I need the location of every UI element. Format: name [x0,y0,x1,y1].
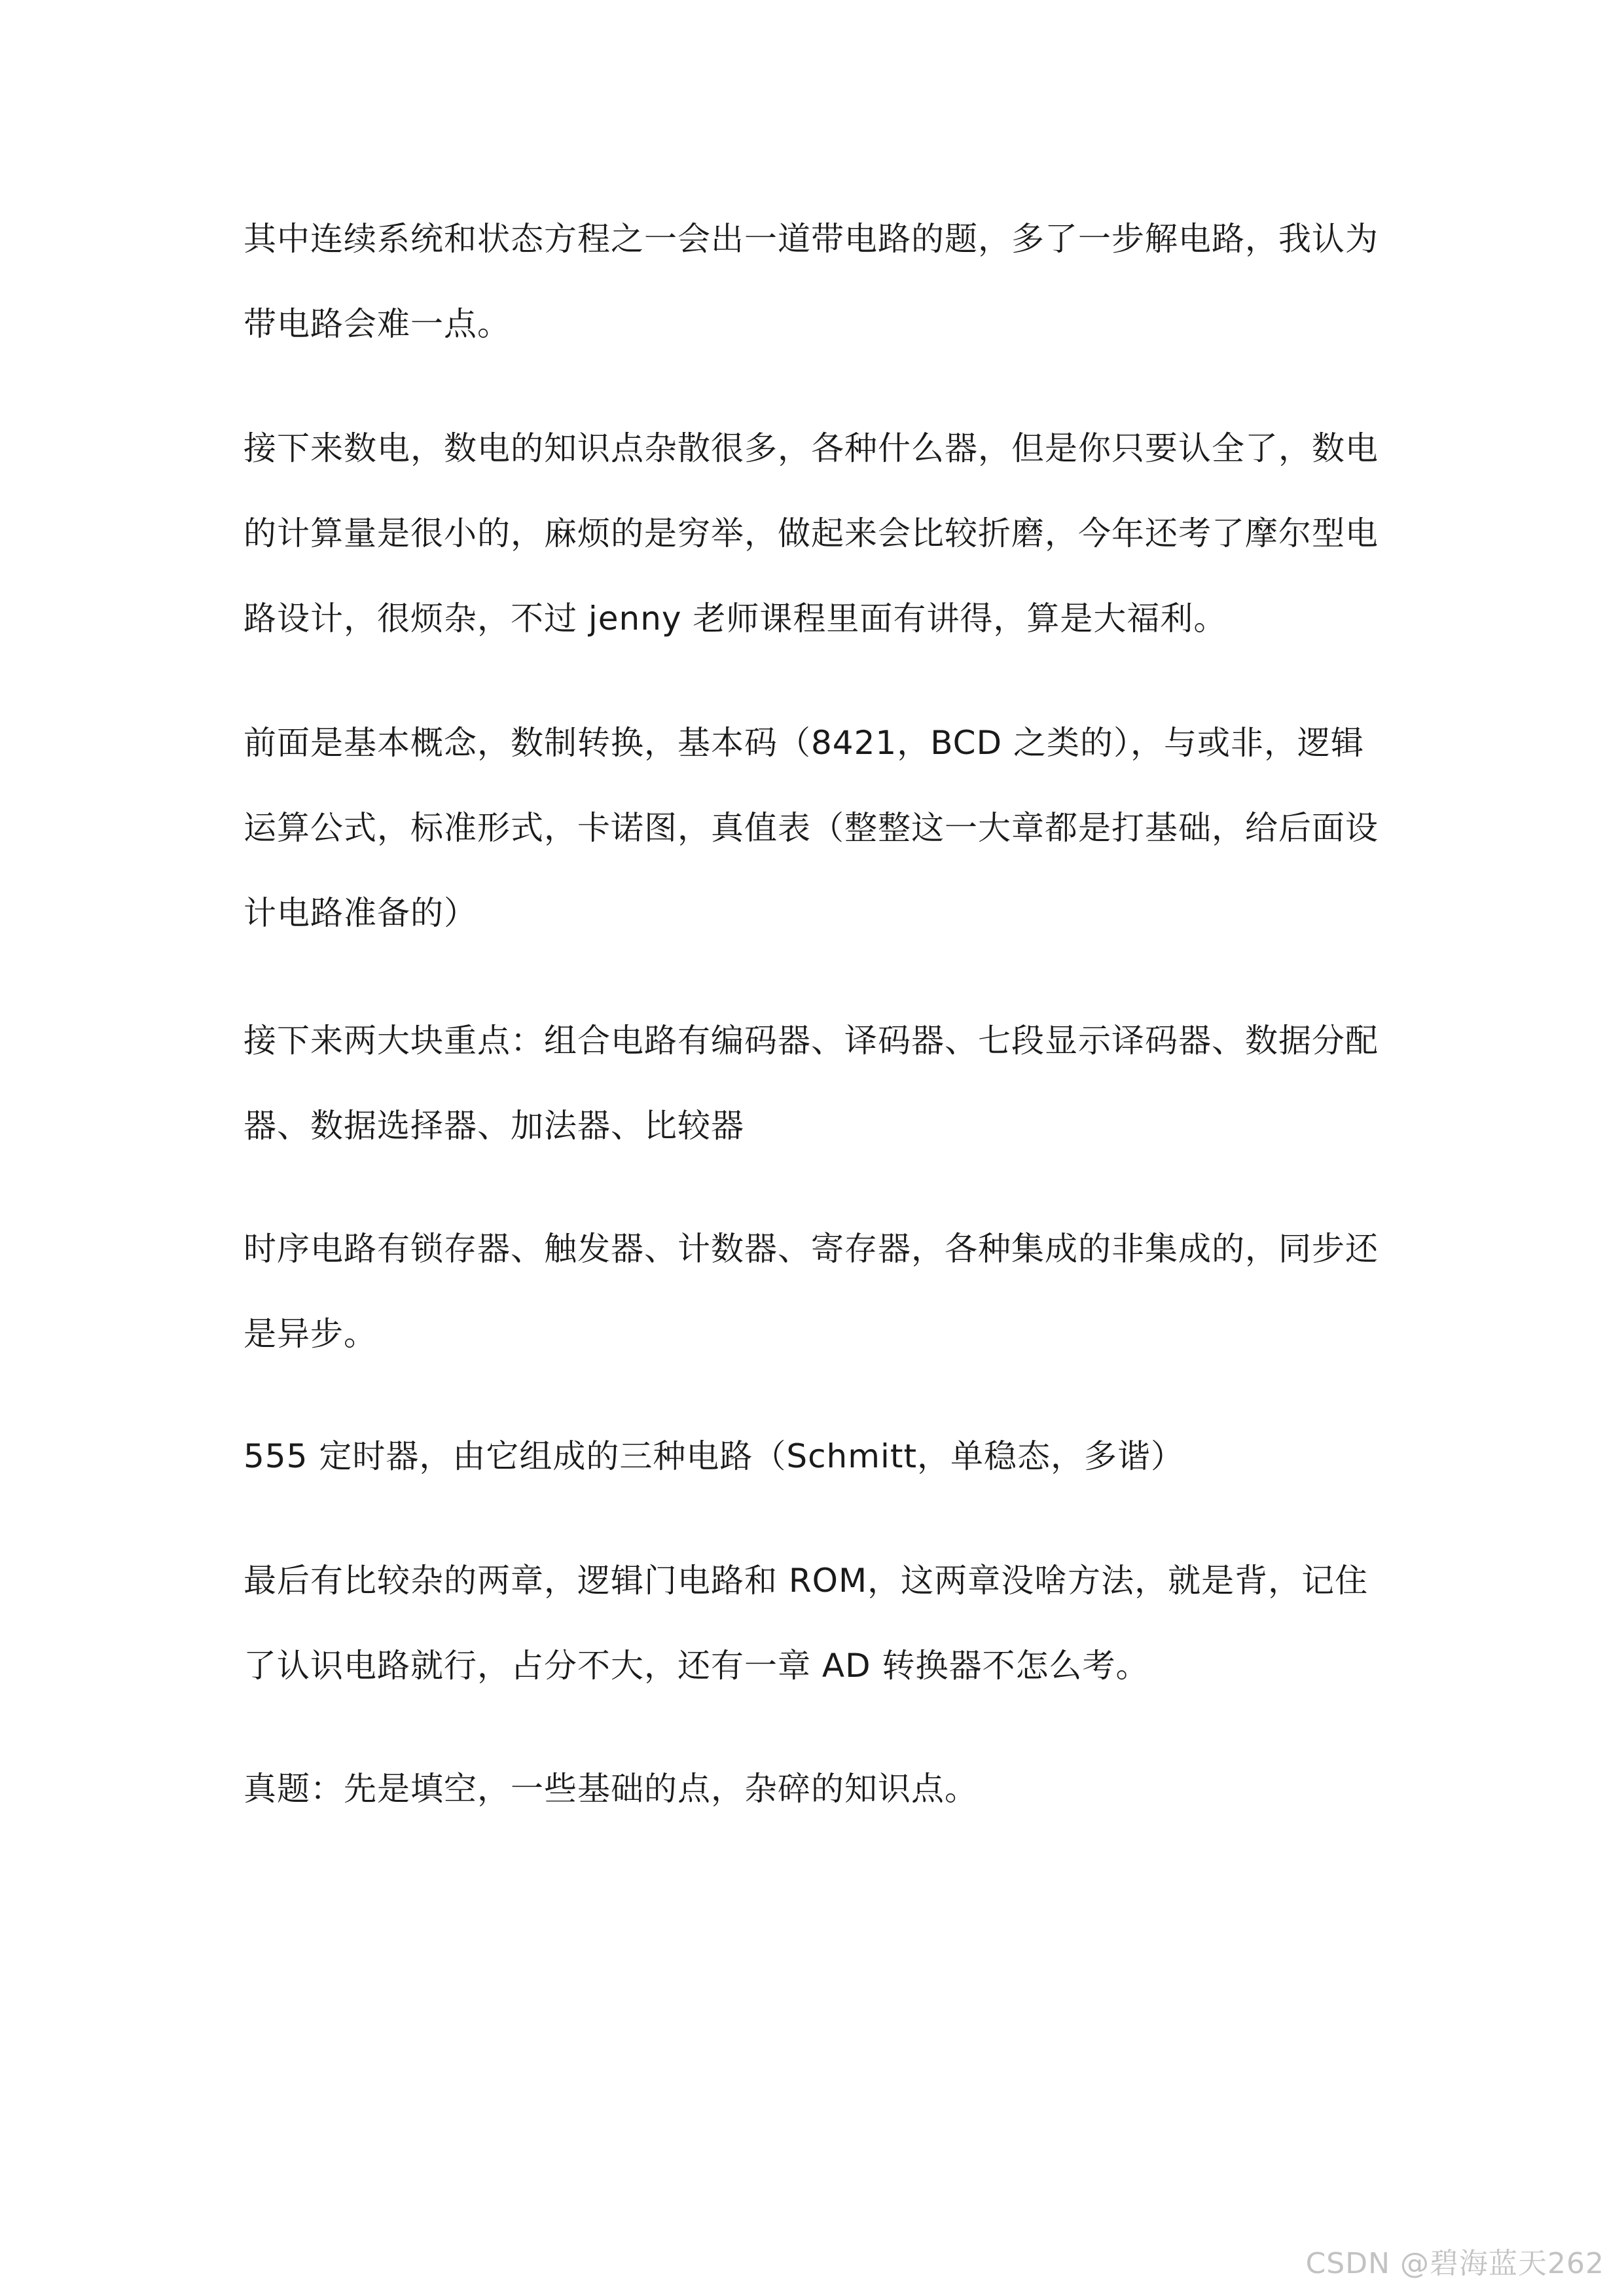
paragraph-7: 最后有比较杂的两章，逻辑门电路和 ROM，这两章没啥方法，就是背，记住了认识电路就行，占分不大，还有一章 AD 转换器不怎么考。 [244,1562,1369,1685]
paragraph-2: 接下来数电，数电的知识点杂散很多，各种什么器，但是你只要认全了，数电的计算量是很小的，麻烦的是穷举，做起来会比较折磨，今年还考了摩尔型电路设计，很烦杂，不过 jenny 老师课程里面有讲得，算是大福利。 [244,429,1379,637]
paragraph-8: 真题：先是填空，一些基础的点，杂碎的知识点。 [244,1770,978,1808]
paragraph-5: 时序电路有锁存器、触发器、计数器、寄存器，各种集成的非集成的，同步还是异步。 [244,1230,1379,1353]
paragraph-3: 前面是基本概念，数制转换，基本码（8421，BCD 之类的），与或非，逻辑运算公式，标准形式，卡诺图，真值表（整整这一大章都是打基础，给后面设计电路准备的） [244,724,1379,932]
paragraph-1: 其中连续系统和状态方程之一会出一道带电路的题，多了一步解电路，我认为带电路会难一点。 [244,220,1379,343]
watermark-text: CSDN @碧海蓝天262 [1305,2247,1604,2280]
paragraph-6: 555 定时器，由它组成的三种电路（Schmitt，单稳态，多谐） [244,1437,1185,1475]
paragraph-4: 接下来两大块重点：组合电路有编码器、译码器、七段显示译码器、数据分配器、数据选择器、加法器、比较器 [244,1022,1379,1145]
